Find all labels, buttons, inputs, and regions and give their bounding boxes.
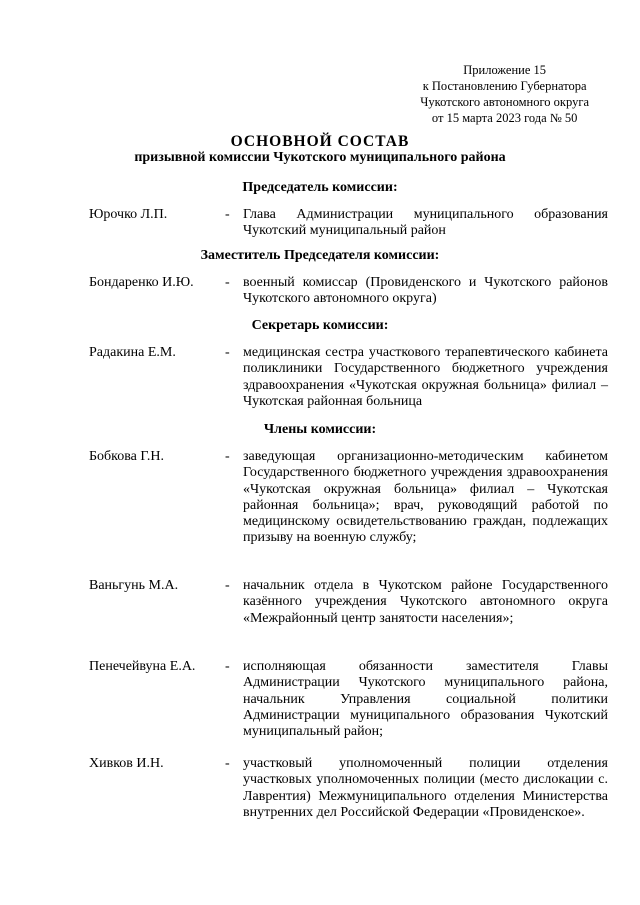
member-name: Бобкова Г.Н. (89, 449, 165, 464)
entry-dash: - (225, 578, 230, 593)
document-subtitle: призывной комиссии Чукотского муниципального района (134, 150, 506, 165)
appendix-line-3: Чукотского автономного округа (420, 95, 589, 109)
member-name: Пенечейвуна Е.А. (89, 659, 196, 674)
member-position: начальник отдела в Чукотском районе Государственного казённого учреждения Чукотского автономного округа «Межрайонный центр занятости населения»; (243, 578, 608, 626)
entry-dash: - (225, 449, 230, 464)
member-position: медицинская сестра участкового терапевтического кабинета поликлиники Государственного бюджетного учреждения здравоохранения «Чукотская окружная больница» филиал – Чукотская районная больница (243, 345, 608, 409)
member-name: Юрочко Л.П. (89, 207, 168, 222)
entry-dash: - (225, 207, 230, 222)
document-title: ОСНОВНОЙ СОСТАВ (230, 133, 410, 150)
member-position: военный комиссар (Провиденского и Чукотского районов Чукотского автономного округа) (243, 275, 608, 307)
appendix-line-1: Приложение 15 (463, 63, 546, 77)
entry-dash: - (225, 659, 230, 674)
member-position: Глава Администрации муниципального образования Чукотский муниципальный район (243, 207, 608, 239)
section-heading-chairman: Председатель комиссии: (242, 180, 398, 195)
member-position: участковый уполномоченный полиции отделения участковых уполномоченных полиции (место дислокации с. Лаврентия) Межмуниципального отделения Министерства внутренних дел Российской Федерации «Провиденское». (243, 756, 608, 820)
member-name: Бондаренко И.Ю. (89, 275, 194, 290)
member-position: исполняющая обязанности заместителя Главы Администрации Чукотского муниципального района, начальник Управления социальной политики Администрации муниципального образования Чукотский муниципальный район; (243, 659, 608, 740)
section-heading-secretary: Секретарь комиссии: (251, 318, 389, 333)
appendix-line-4: от 15 марта 2023 года № 50 (431, 111, 578, 125)
section-heading-deputy: Заместитель Председателя комиссии: (200, 248, 440, 263)
entry-dash: - (225, 275, 230, 290)
member-name: Радакина Е.М. (89, 345, 176, 360)
member-name: Хивков И.Н. (89, 756, 164, 771)
appendix-header (420, 62, 589, 126)
entry-dash: - (225, 345, 230, 360)
appendix-line-2: к Постановлению Губернатора (422, 79, 587, 93)
member-name: Ваньгунь М.А. (89, 578, 179, 593)
member-position: заведующая организационно-методическим кабинетом Государственного бюджетного учреждения здравоохранения «Чукотская окружная больница» филиал – Чукотская районная больница»; врач, руководящий работой по медицинскому освидетельствованию граждан, подлежащих призыву на военную службу; (243, 449, 608, 546)
section-heading-members: Члены комиссии: (263, 422, 377, 437)
entry-dash: - (225, 756, 230, 771)
